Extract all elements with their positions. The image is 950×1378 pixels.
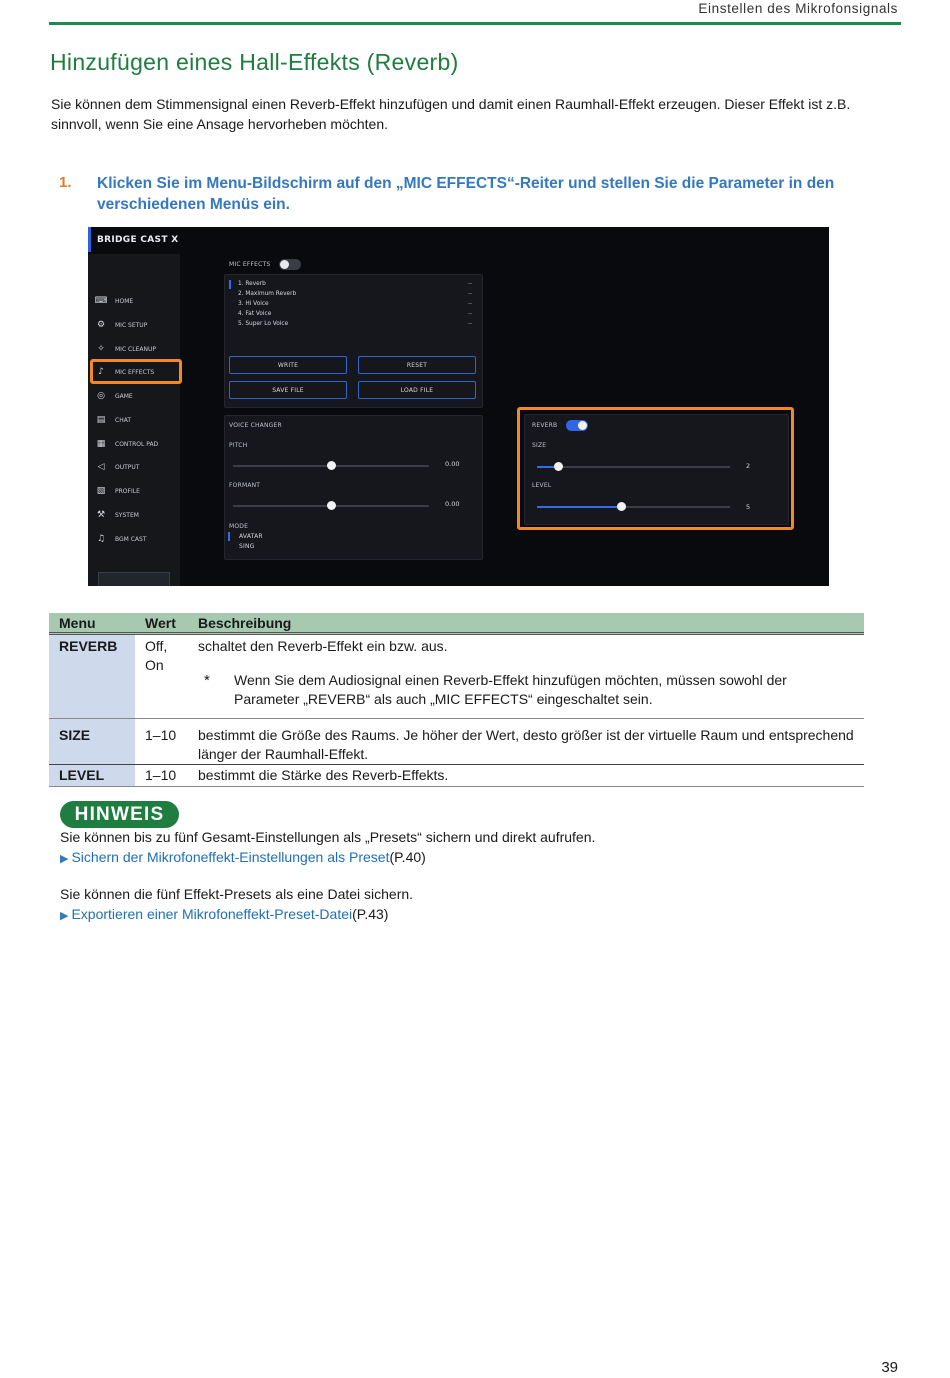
title-accent: [88, 227, 91, 252]
parameter-table: [49, 613, 864, 787]
formant-label: FORMANT: [229, 482, 261, 489]
cell-wert: 1–10: [135, 719, 188, 765]
link-export-preset[interactable]: Exportieren einer Mikrofoneffekt-Preset-Datei: [71, 906, 353, 922]
wert-text: Off, On: [145, 638, 168, 673]
profile-icon: ▧: [96, 486, 106, 496]
mic-setup-icon: ⚙: [96, 320, 106, 330]
size-value: 2: [746, 462, 751, 470]
music-icon: ♫: [96, 534, 106, 544]
reverb-label: REVERB: [532, 422, 558, 429]
write-button[interactable]: WRITE: [229, 356, 347, 374]
load-file-button[interactable]: LOAD FILE: [358, 381, 476, 399]
preset-value: --: [468, 301, 473, 307]
sidebar-item-label: PROFILE: [115, 487, 140, 495]
hinweis-link-line-2: [60, 905, 388, 926]
preset-item[interactable]: 3. Hi Voice: [238, 301, 269, 307]
sidebar-item-game[interactable]: [94, 387, 180, 405]
voice-changer-panel: [224, 415, 483, 560]
sidebar-item-mic-setup[interactable]: [94, 316, 180, 334]
mode-option-sing[interactable]: SING: [239, 543, 255, 550]
home-icon: ⌨: [94, 296, 108, 306]
mic-effects-label: MIC EFFECTS: [229, 261, 271, 268]
link-arrow-icon: ▶: [60, 853, 69, 865]
system-icon: ⚒: [96, 510, 106, 520]
note-asterisk: *: [204, 672, 210, 689]
app-screenshot: [88, 227, 829, 586]
sidebar-item-mic-cleanup[interactable]: [94, 340, 180, 358]
gamepad-icon: ◎: [97, 391, 105, 401]
preset-selection-marker: [229, 280, 231, 289]
note-text: Wenn Sie dem Audiosignal einen Reverb-Effekt hinzufügen möchten, müssen sowohl der Parameter „REVERB“ als auch „MIC EFFECTS“ eingeschaltet sein.: [234, 672, 787, 707]
preset-value: --: [468, 291, 473, 297]
sidebar-item-system[interactable]: [94, 506, 180, 524]
column-header-wert: Wert: [135, 613, 188, 634]
pitch-slider-handle[interactable]: [327, 461, 336, 470]
column-header-beschreibung: Beschreibung: [188, 613, 864, 634]
preset-item[interactable]: 4. Fat Voice: [238, 311, 272, 317]
mic-effects-icon: ♪: [98, 367, 104, 377]
preset-value: --: [468, 321, 473, 327]
header-rule: [49, 22, 901, 25]
table-header-row: [49, 613, 864, 634]
intro-paragraph: Sie können dem Stimmensignal einen Reverb-Effekt hinzufügen und damit einen Raumhall-Effekt erzeugen. Dieser Effekt ist z.B. sinnvoll, wenn Sie eine Ansage hervorheben möchten.: [51, 96, 851, 132]
table-row-level: [49, 765, 864, 787]
app-title: BRIDGE CAST X: [97, 235, 179, 245]
column-header-menu: Menu: [49, 613, 135, 634]
cell-wert: 1–10: [135, 765, 188, 787]
sidebar-item-control-pad[interactable]: [94, 435, 180, 453]
sidebar-item-label: MIC EFFECTS: [115, 368, 155, 376]
sidebar-item-label: MIC CLEANUP: [115, 345, 156, 353]
formant-value: 0.00: [445, 500, 460, 508]
cell-description: bestimmt die Stärke des Reverb-Effekts.: [188, 765, 864, 787]
hinweis-badge: HINWEIS: [60, 801, 179, 828]
link-presets[interactable]: Sichern der Mikrofoneffekt-Einstellungen als Preset: [71, 849, 390, 865]
size-label: SIZE: [532, 442, 547, 449]
preset-value: --: [468, 281, 473, 287]
reset-button[interactable]: RESET: [358, 356, 476, 374]
preset-value: --: [468, 311, 473, 317]
mode-selection-marker: [228, 532, 230, 541]
page-reference: (P.40): [389, 849, 426, 865]
preset-item[interactable]: 2. Maximum Reverb: [238, 291, 297, 297]
chat-icon: ▤: [96, 415, 106, 425]
pitch-value: 0.00: [445, 460, 460, 468]
hinweis-link-line-1: [60, 848, 426, 869]
sidebar-item-label: GAME: [115, 392, 133, 400]
sidebar-item-label: SYSTEM: [115, 511, 139, 519]
pitch-label: PITCH: [229, 442, 248, 449]
table-row-reverb: [49, 634, 864, 719]
sidebar-item-label: MIC SETUP: [115, 321, 148, 329]
cell-description: bestimmt die Größe des Raums. Je höher der Wert, desto größer ist der virtuelle Raum und entsprechend länger der Raumhall-Effekt.: [188, 719, 864, 765]
reverb-highlight: [517, 407, 794, 530]
step-instruction: Klicken Sie im Menu-Bildschirm auf den „MIC EFFECTS“-Reiter und stellen Sie die Parameter in den verschiedenen Menüs ein.: [97, 175, 835, 213]
preset-item[interactable]: 1. Reverb: [238, 281, 266, 287]
sidebar-item-label: OUTPUT: [115, 463, 140, 471]
cell-menu: LEVEL: [49, 765, 135, 787]
speaker-icon: ◁: [97, 462, 105, 472]
page-title: Hinzufügen eines Hall-Effekts (Reverb): [50, 49, 459, 75]
mic-cleanup-icon: ✧: [97, 344, 105, 354]
voice-changer-title: VOICE CHANGER: [229, 422, 282, 429]
reverb-note: [204, 671, 864, 709]
running-header: Einstellen des Mikrofonsignals: [698, 1, 898, 16]
cell-menu: REVERB: [49, 634, 135, 719]
device-thumbnail: [98, 572, 170, 586]
level-label: LEVEL: [532, 482, 552, 489]
link-arrow-icon: ▶: [60, 910, 69, 922]
sidebar-selection-highlight: [90, 359, 182, 384]
page-reference: (P.43): [352, 906, 389, 922]
mode-option-avatar[interactable]: AVATAR: [239, 533, 263, 540]
level-value: 5: [746, 503, 751, 511]
cell-wert: [135, 634, 188, 719]
formant-slider-handle[interactable]: [327, 501, 336, 510]
save-file-button[interactable]: SAVE FILE: [229, 381, 347, 399]
sidebar-item-label: BGM CAST: [115, 535, 147, 543]
hinweis-paragraph-2: Sie können die fünf Effekt-Presets als eine Datei sichern.: [60, 886, 414, 902]
sidebar-item-profile[interactable]: [94, 482, 180, 500]
grid-icon: ▦: [96, 439, 106, 449]
page-number: 39: [881, 1359, 898, 1376]
sidebar-item-home[interactable]: [94, 292, 180, 310]
sidebar: [88, 254, 180, 586]
step-number: 1.: [59, 174, 72, 191]
sidebar-item-chat[interactable]: [94, 411, 180, 429]
preset-item[interactable]: 5. Super Lo Voice: [238, 321, 289, 327]
mode-label: MODE: [229, 523, 249, 530]
sidebar-item-label: CONTROL PAD: [115, 440, 159, 448]
reverb-description: schaltet den Reverb-Effekt ein bzw. aus.: [198, 638, 448, 654]
mic-effects-toggle[interactable]: [279, 259, 301, 270]
cell-menu: SIZE: [49, 719, 135, 765]
sidebar-item-output[interactable]: [94, 458, 180, 476]
sidebar-item-label: HOME: [115, 297, 134, 305]
sidebar-item-bgm-cast[interactable]: [94, 530, 180, 548]
table-row-size: [49, 719, 864, 765]
sidebar-item-label: CHAT: [115, 416, 132, 424]
cell-description: [188, 634, 864, 719]
hinweis-paragraph-1: Sie können bis zu fünf Gesamt-Einstellungen als „Presets“ sichern und direkt aufrufen.: [60, 829, 596, 845]
